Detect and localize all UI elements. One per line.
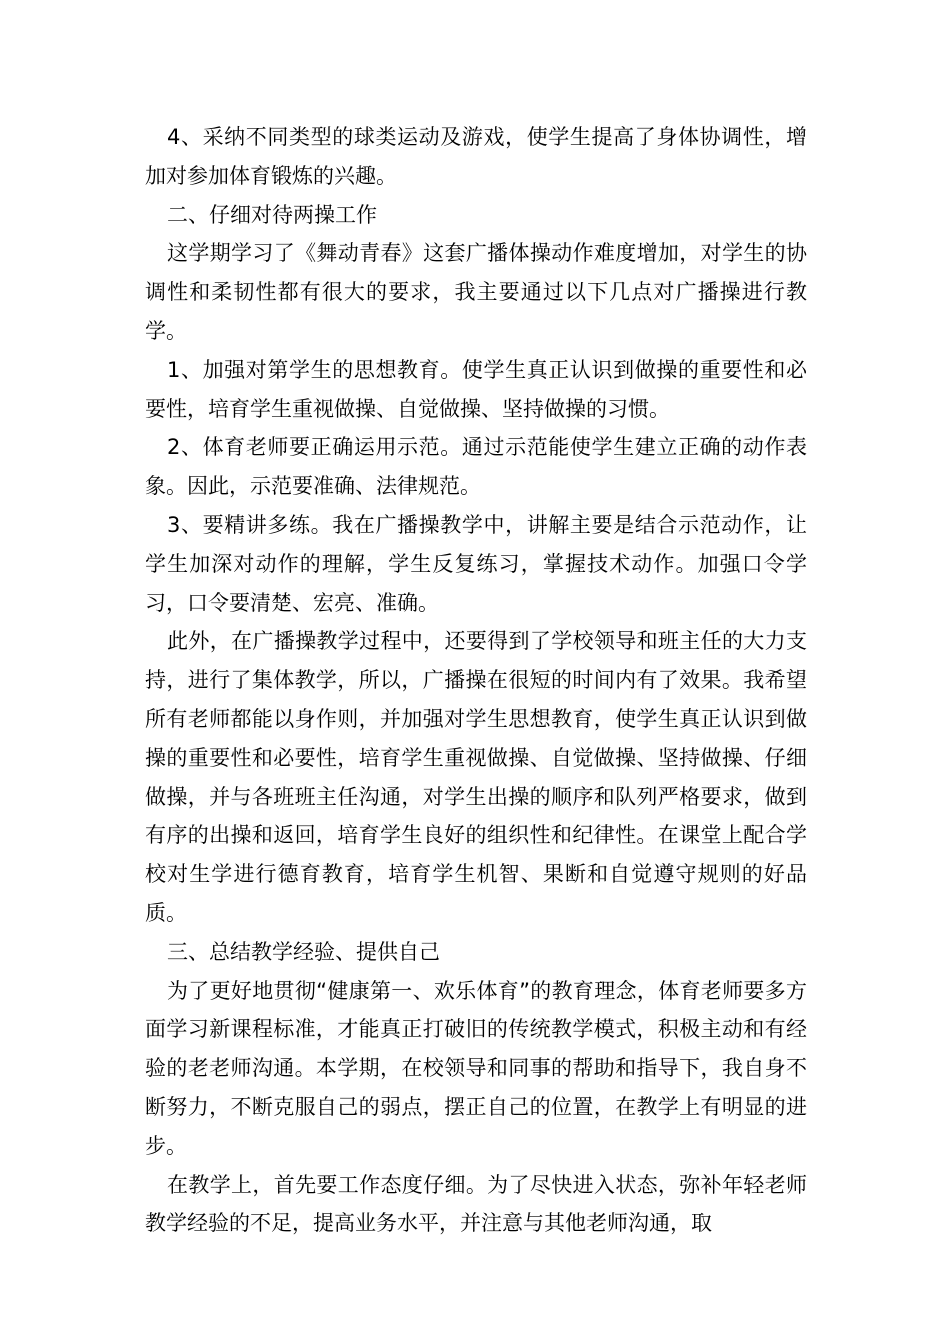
heading-teaching-experience: 三、总结教学经验、提供自己 [167,939,440,964]
paragraph-teaching-philosophy: 为了更好地贯彻“健康第一、欢乐体育”的教育理念，体育老师要多方面学习新课程标准，才能真正打破旧的传统教学模式，积极主动和有经验的老老师沟通。本学期，在校领导和同事的帮助和指导下，我自身不断努力，不断克服自己的弱点，摆正自己的位置，在教学上有明显的进步。 [145,978,807,1158]
paragraph-broadcast-exercise-intro: 这学期学习了《舞动青春》这套广播体操动作难度增加，对学生的协调性和柔韧性都有很大的要求，我主要通过以下几点对广播操进行教学。 [145,241,807,343]
heading-two-exercises: 二、仔细对待两操工作 [167,202,377,227]
paragraph-point-1: 1、加强对第学生的思想教育。使学生真正认识到做操的重要性和必要性，培育学生重视做操、自觉做操、坚持做操的习惯。 [145,357,807,421]
paragraph-additionally: 此外，在广播操教学过程中，还要得到了学校领导和班主任的大力支持，进行了集体教学，所以，广播操在很短的时间内有了效果。我希望所有老师都能以身作则，并加强对学生思想教育，使学生真正认识到做操的重要性和必要性，培育学生重视做操、自觉做操、坚持做操、仔细做操，并与各班班主任沟通，对学生出操的顺序和队列严格要求，做到有序的出操和返回，培育学生良好的组织性和纪律性。在课堂上配合学校对生学进行德育教育，培育学生机智、果断和自觉遵守规则的好品质。 [145,629,807,925]
paragraph-teaching-attitude: 在教学上，首先要工作态度仔细。为了尽快进入状态，弥补年轻老师教学经验的不足，提高业务水平，并注意与其他老师沟通，取 [145,1172,807,1236]
paragraph-point-3: 3、要精讲多练。我在广播操教学中，讲解主要是结合示范动作，让学生加深对动作的理解，学生反复练习，掌握技术动作。加强口令学习，口令要清楚、宏亮、准确。 [145,512,807,615]
document-body [145,118,807,1243]
paragraph-ball-games: 4、采纳不同类型的球类运动及游戏，使学生提高了身体协调性，增加对参加体育锻炼的兴趣。 [145,125,807,188]
paragraph-point-2: 2、体育老师要正确运用示范。通过示范能使学生建立正确的动作表象。因此，示范要准确、法律规范。 [145,435,807,499]
